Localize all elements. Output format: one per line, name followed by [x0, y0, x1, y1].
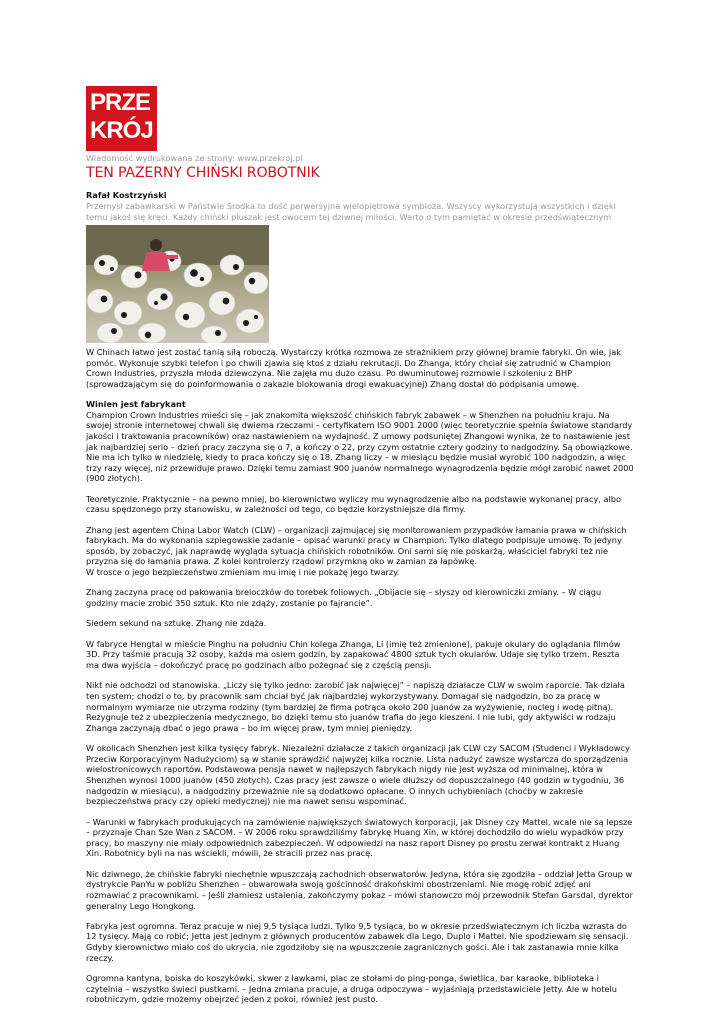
- factory-photo-illustration: [86, 225, 269, 343]
- article-paragraph: Nikt nie odchodzi od stanowiska. „Liczy się tylko jedno: zarobić jak najwięcej” – napiszą działacze CLW w swoim raporcie. Tak działa ten system; chodzi o to, by pracownik sam chciał być jak najbardziej wykorzystywany. Domagał się nadgodzin, bo za pracę w normalnym wymiarze nie utrzyma rodziny (tym bardziej że firma potrąca około 200 juanów za wyżywienie, nocleg i wodę pitną). Rezygnuje też z ubezpieczenia medycznego, bo dzięki temu sto juanów trafia do jego kieszeni. I nie lubi, gdy aktywiści w rodzaju Zhanga zaczynają dbać o jego prawa – bo im więcej praw, tym mniej pieniędzy.: [86, 680, 625, 733]
- source-note: Wiadomość wydrukowana ze strony: www.przekroj.pl: [86, 153, 303, 163]
- article-paragraph: W okolicach Shenzhen jest kilka tysięcy fabryk. Niezależni działacze z takich organizacji jak CLW czy SACOM (Studenci i Wykładowcy Przeciw Korporacyjnym Nadużyciom) są w stanie sprawdzić najwyżej kilka rocznie. Lista nadużyć zawsze wystarcza do sporządzenia wielostronicowych raportów. Podstawowa pensja nawet w najlepszych fabrykach nigdy nie jest wyższa od minimalnej, która w Shenzhen wynosi 1000 juanów (450 złotych). Czas pracy jest zawsze o wiele dłuższy od dopuszczalnego (40 godzin w tygodniu, 36 nadgodzin w miesiącu), a nadgodziny przeważnie nie są dodatkowo opłacane. O innych uchybieniach (choćby w zakresie bezpieczeństwa pracy czy opieki medycznej) nie ma nawet sensu wspominać.: [86, 743, 630, 807]
- article-paragraph: Champion Crown Industries mieści się – jak znakomita większość chińskich fabryk zabawek – w Shenzhen na południu kraju. Na swojej stronie internetowej chwali się dwiema rzeczami – certyfikatem ISO 9001 2000 (więc teoretycznie spełnia światowe standardy jakości i traktowania pracowników) oraz nastawieniem na wydajność. Z umowy podsuniętej Zhangowi wynika, że to nastawienie jest jak najbardziej serio – dzień pracy zaczyna się o 7, a kończy o 22, przy czym ostatnie cztery godziny to nadgodziny. Są obowiązkowe. Nie ma ich tylko w niedzielę, kiedy to praca kończy się o 18. Zhang liczy – w miesiącu będzie musiał wyrobić 100 nadgodzin, a więc trzy razy więcej, niż przewiduje prawo. Dzięki temu zamiast 900 juanów normalnego wynagrodzenia będzie mógł zarobić nawet 2000 (900 złotych).: [86, 409, 634, 484]
- article-paragraph: Siedem sekund na sztukę. Zhang nie zdąża.: [86, 618, 267, 629]
- logo-line-1: PRZE: [90, 89, 151, 116]
- factory-photo: [86, 225, 269, 343]
- article-page: [86, 86, 634, 1015]
- author-name: Rafał Kostrzyński: [86, 190, 167, 200]
- przekroj-logo: [86, 86, 157, 151]
- article-paragraph: Teoretycznie. Praktycznie – na pewno mniej, bo kierownictwo wyliczy mu wynagrodzenie albo na podstawie wykonanej pracy, albo czasu spędzonego przy stanowisku, w zależności od tego, co będzie korzystniejsze dla firmy.: [86, 493, 621, 515]
- article-paragraph: Zhang jest agentem China Labor Watch (CLW) – organizacji zajmującej się monitorowaniem przypadków łamania prawa w chińskich fabrykach. Ma do wykonania szpiegowskie zadanie – opisać warunki pracy w Champion. Tylko dlatego podpisuje umowę. To jedyny sposób, by zobaczyć, jak naprawdę wygląda sytuacja chińskich robotników. Oni sami się nie poskarżą, właściciel fabryki też nie przyzna się do łamania prawa. Z kolei kontrolerzy rządowi przymkną oko w zamian za łapówkę. W trosce o jego bezpieczeństwo zmieniam mu imię i nie pokażę jego twarzy.: [86, 524, 627, 578]
- article-paragraph: Ogromna kantyna, boiska do koszykówki, skwer z ławkami, plac ze stołami do ping-ponga, świetlica, bar karaoke, biblioteka i czytelnia – wszystko świeci pustkami. – Jedna zmiana pracuje, a druga odpoczywa – wyjaśniają przedstawiciele Jetty. Ale w hotelu robotniczym, gdzie możemy obejrzeć jeden z pokoi, również jest pusto.: [86, 973, 617, 1005]
- article-paragraph: Zhang zaczyna pracę od pakowania breloczków do torebek foliowych. „Obijacie się – słyszy od kierowniczki zmiany. – W ciągu godziny macie zrobić 350 sztuk. Kto nie zdąży, zostanie po fajrancie”.: [86, 587, 602, 609]
- article-body: [86, 347, 634, 1005]
- article-title: TEN PAZERNY CHIŃSKI ROBOTNIK: [86, 165, 320, 181]
- section-heading: Winien jest fabrykant: [86, 399, 186, 410]
- article-paragraph: – Warunki w fabrykach produkujących na zamówienie największych światowych korporacji, jak Disney czy Mattel, wcale nie są lepsze – przyznaje Chan Sze Wan z SACOM. – W 2006 roku sprawdziliśmy fabrykę Huang Xin, w której dochodziło do wielu wypadków przy pracy, bo maszyny nie miały odpowiednich zabezpieczeń. W odpowiedzi na nasz raport Disney po prostu zerwał kontrakt z Huang Xin. Robotnicy byli na nas wściekli, mówili, że stracili przez nas pracę.: [86, 816, 633, 859]
- article-paragraph: Nic dziwnego, że chińskie fabryki niechętnie wpuszczają zachodnich obserwatorów. Jedyna, która się zgodziła – oddział Jetta Group w dystrykcie PanYu w pobliżu Shenzhen – obwarowała swoją gościnność drakońskimi obostrzeniami. Nie mogę robić zdjęć ani rozmawiać z pracownikami. – Jeśli złamiesz ustalenia, zakończymy pokaz – mówi stanowczo mój przewodnik Stefan Garsdal, dyrektor generalny Lego Hongkong.: [86, 868, 633, 911]
- logo-line-2: KRÓJ: [90, 117, 153, 144]
- article-lead: Przemysł zabawkarski w Państwie Środka to dość perwersyjna wielopiętrowa symbioza. Wszyscy wykorzystują wszystkich i dzięki temu jakoś się kręci. Każdy chiński pluszak jest owocem tej dziwnej miłości. Warto o tym pamiętać w okresie przedświątecznym: [86, 201, 616, 222]
- article-paragraph: W fabryce Hengtai w mieście Pinghu na południu Chin kolega Zhanga, Li (imię też zmienione), pakuje okulary do oglądania filmów 3D. Przy taśmie pracują 32 osoby, każda ma osiem godzin, by zapakować 4800 sztuk tych okularów. Udaje się tylko trzem. Reszta ma dwa wyjścia – dokończyć pracę po godzinach albo pożegnać się z częścią pensji.: [86, 638, 621, 671]
- article-paragraph: Fabryka jest ogromna. Teraz pracuje w niej 9,5 tysiąca ludzi. Tylko 9,5 tysiąca, bo w okresie przedświątecznym ich liczba wzrasta do 12 tysięcy. Mają co robić; Jetta jest jednym z głównych producentów zabawek dla Lego, Duplo i Mattel. Nie spodziewam się sensacji. Gdyby kierownictwo miało coś do ukrycia, nie zgodziłoby się na wpuszczenie zagranicznych gości. Ale i tak zastanawia mnie kilka rzeczy.: [86, 920, 629, 963]
- article-paragraph: W Chinach łatwo jest zostać tanią siłą roboczą. Wystarczy krótka rozmowa ze strażnikiem przy głównej bramie fabryki. On wie, jak pomóc. Wykonuje szybki telefon i po chwili zjawia się ktoś z działu rekrutacji. Do Zhanga, który chciał się zatrudnić w Champion Crown Industries, przyszła młoda dziewczyna. Nie zajęła mu dużo czasu. Po dwuminutowej rozmowie i szkoleniu z BHP (sprowadzającym się do poinformowania o zakazie blokowania drogi ewakuacyjnej) Zhang dostał do podpisania umowę.: [86, 347, 621, 389]
